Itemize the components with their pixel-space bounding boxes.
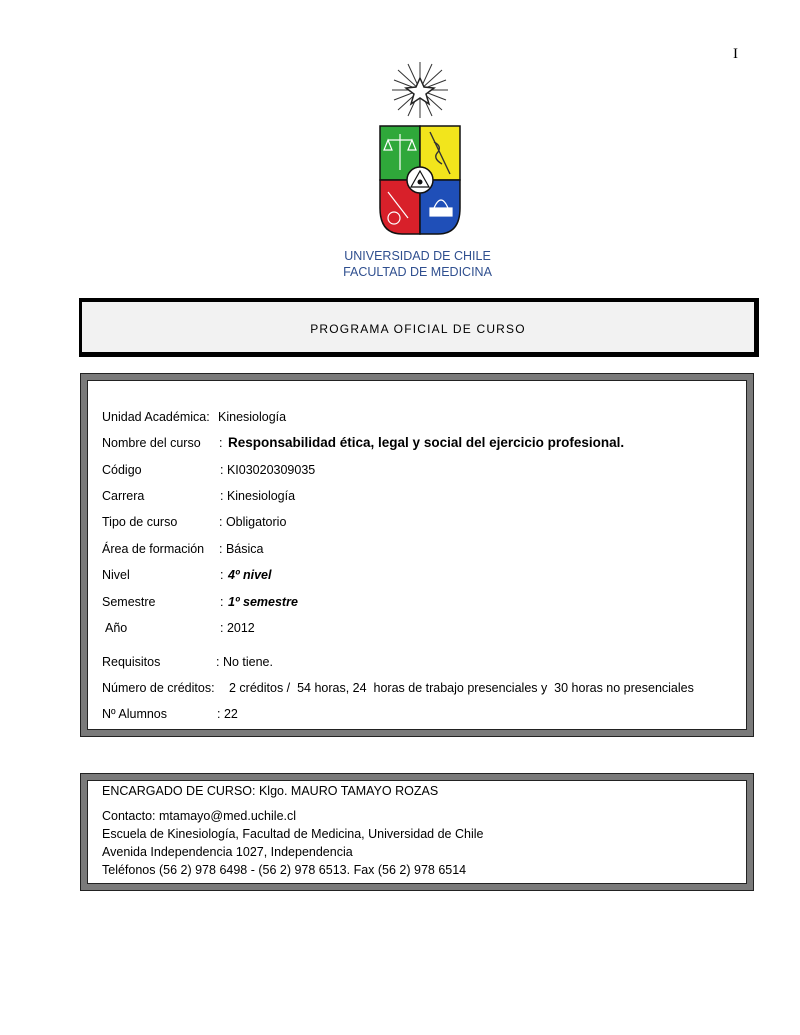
area-label: Área de formación — [102, 542, 205, 556]
nombre-label: Nombre del curso — [102, 436, 201, 450]
alumnos-label: Nº Alumnos — [102, 707, 168, 721]
nombre-sep: : — [219, 436, 223, 450]
codigo-value: : KI03020309035 — [220, 463, 316, 477]
semestre-sep: : — [220, 595, 224, 609]
university-name: UNIVERSIDAD DE CHILE — [344, 249, 491, 263]
requisitos-label: Requisitos — [102, 655, 161, 669]
unidad-label: Unidad Académica: — [102, 410, 210, 424]
contact-email: Contacto: mtamayo@med.uchile.cl — [102, 809, 297, 823]
unidad-value: Kinesiología — [218, 410, 287, 424]
nivel-value: 4º nivel — [228, 568, 272, 582]
semestre-value: 1º semestre — [228, 595, 298, 609]
page-number: I — [733, 46, 738, 62]
carrera-label: Carrera — [102, 489, 145, 503]
requisitos-value: : No tiene. — [216, 655, 273, 669]
area-value: : Básica — [219, 542, 264, 556]
faculty-name: FACULTAD DE MEDICINA — [343, 265, 492, 279]
anio-label: Año — [105, 621, 128, 635]
anio-value: : 2012 — [220, 621, 255, 635]
codigo-label: Código — [102, 463, 142, 477]
star-icon — [392, 62, 448, 118]
course-manager: ENCARGADO DE CURSO: Klgo. MAURO TAMAYO ROZAS — [102, 784, 439, 798]
nivel-sep: : — [220, 568, 224, 582]
alumnos-value: : 22 — [217, 707, 238, 721]
tipo-value: : Obligatorio — [219, 515, 287, 529]
creditos-label: Número de créditos: — [102, 681, 215, 695]
semestre-label: Semestre — [102, 595, 156, 609]
page-title: PROGRAMA OFICIAL DE CURSO — [310, 322, 526, 336]
tipo-label: Tipo de curso — [102, 515, 178, 529]
carrera-value: : Kinesiología — [220, 489, 296, 503]
nombre-value: Responsabilidad ética, legal y social del ejercicio profesional. — [228, 435, 625, 450]
contact-school: Escuela de Kinesiología, Facultad de Medicina, Universidad de Chile — [102, 827, 484, 841]
title-box — [79, 298, 759, 357]
contact-phones: Teléfonos (56 2) 978 6498 - (56 2) 978 6513. Fax (56 2) 978 6514 — [102, 863, 467, 877]
contact-address: Avenida Independencia 1027, Independencia — [102, 845, 353, 859]
creditos-value: 2 créditos / 54 horas, 24 horas de trabajo presenciales y 30 horas no presenciales — [229, 681, 694, 695]
nivel-label: Nivel — [102, 568, 130, 582]
university-crest — [372, 58, 468, 240]
